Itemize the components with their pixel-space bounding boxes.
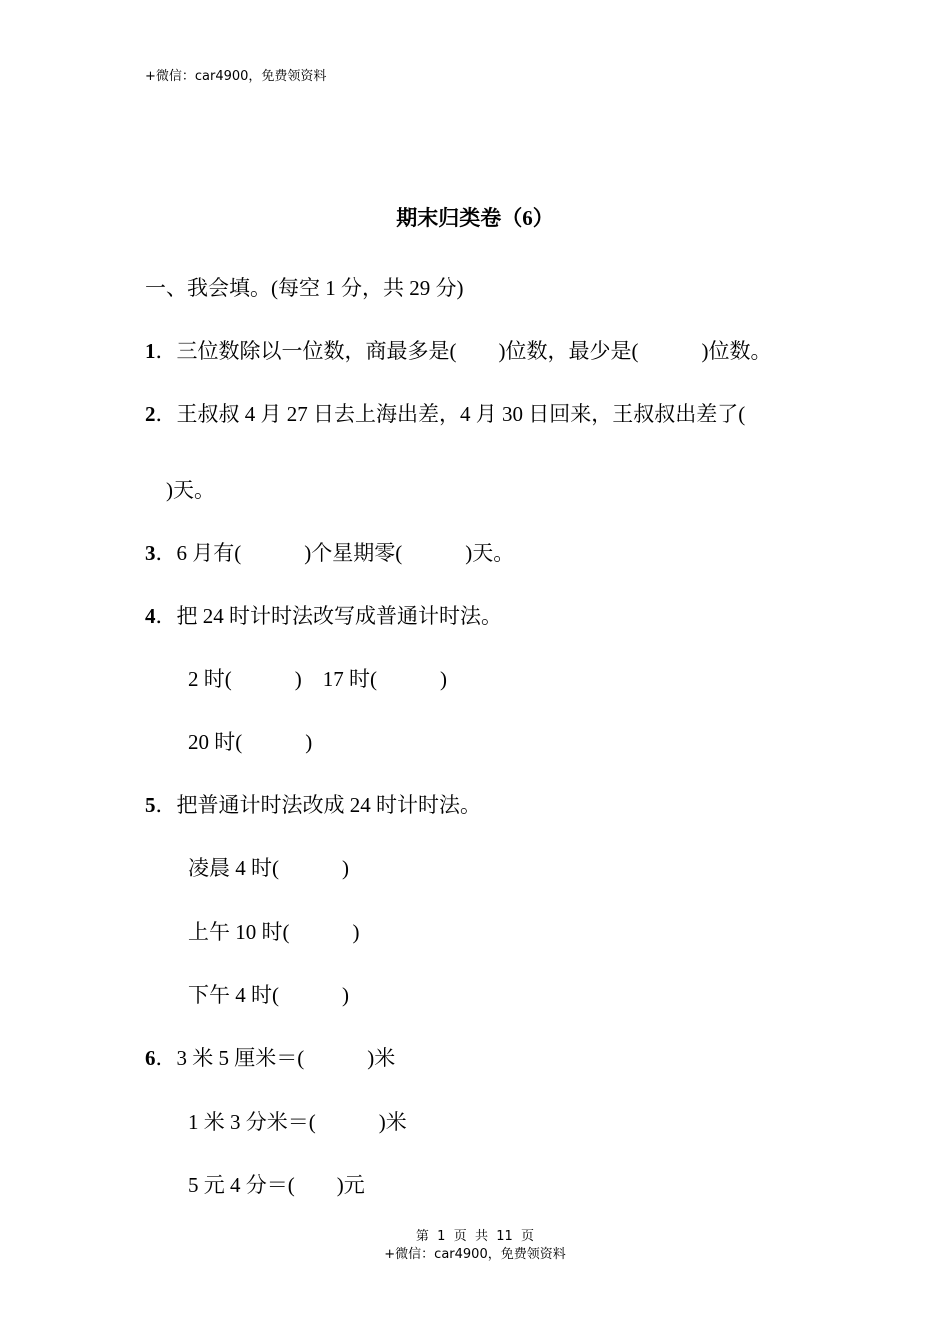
question-number: 5 — [145, 793, 156, 817]
footer-note: +微信：car4900，免费领资料 — [384, 1247, 566, 1262]
question-text: ．把普通计时法改成 24 时计时法。 — [155, 793, 481, 817]
page-number: 第 1 页 共 11 页 — [415, 1229, 535, 1244]
question-5-item: 上午 10 时( ) — [188, 920, 360, 944]
question-text: ．王叔叔 4 月 27 日去上海出差，4 月 30 日回来，王叔叔出差了( — [155, 402, 746, 426]
question-6 — [145, 1048, 395, 1069]
question-4-item: 2 时( ) 17 时( ) — [188, 667, 447, 691]
question-2-continuation: )天。 — [166, 478, 215, 502]
question-number: 4 — [145, 604, 156, 628]
page-title: 期末归类卷（6） — [396, 206, 554, 230]
question-number: 1 — [145, 339, 156, 363]
section-heading: 一、我会填。(每空 1 分，共 29 分) — [145, 276, 464, 300]
question-text: ．三位数除以一位数，商最多是( )位数，最少是( )位数。 — [155, 339, 772, 363]
question-6-item: 5 元 4 分＝( )元 — [188, 1173, 365, 1197]
question-3 — [145, 543, 514, 564]
question-5 — [145, 795, 481, 816]
question-text: ．把 24 时计时法改写成普通计时法。 — [155, 604, 502, 628]
question-2 — [145, 404, 745, 425]
question-6-item: 1 米 3 分米＝( )米 — [188, 1110, 407, 1134]
question-number: 6 — [145, 1046, 156, 1070]
question-5-item: 下午 4 时( ) — [188, 983, 349, 1007]
question-1 — [145, 341, 771, 362]
question-text: ．3 米 5 厘米＝( )米 — [155, 1046, 396, 1070]
question-number: 3 — [145, 541, 156, 565]
question-5-item: 凌晨 4 时( ) — [188, 856, 349, 880]
question-text: ．6 月有( )个星期零( )天。 — [155, 541, 515, 565]
question-4 — [145, 606, 502, 627]
question-number: 2 — [145, 402, 156, 426]
header-note: +微信：car4900，免费领资料 — [145, 69, 327, 84]
question-4-item: 20 时( ) — [188, 730, 313, 754]
